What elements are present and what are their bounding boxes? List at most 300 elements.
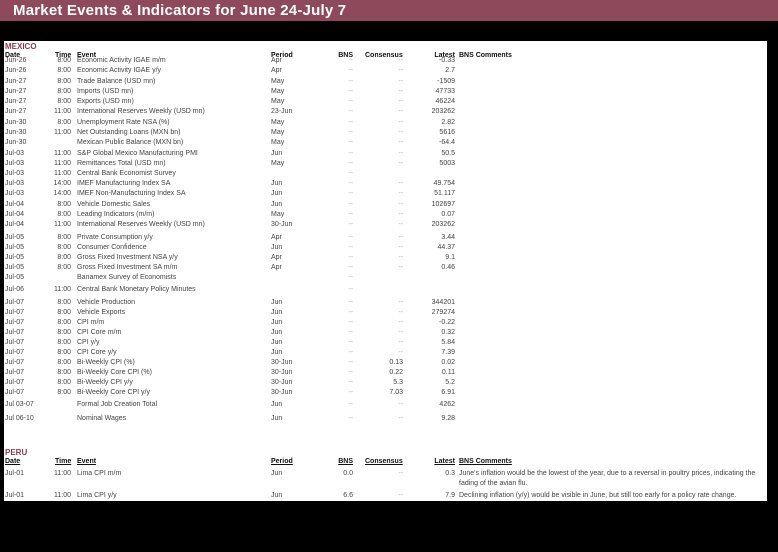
consensus-cell: -- — [398, 160, 403, 167]
bns-cell: 0.0 — [343, 470, 353, 477]
event-cell: IMEF Non-Manufacturing Index SA — [77, 190, 186, 197]
date-cell: Jun-27 — [5, 98, 27, 105]
bns-cell: -- — [348, 57, 353, 64]
latest-cell: 3.44 — [441, 234, 455, 241]
table-row — [4, 179, 767, 189]
date-cell: Jul 03-07 — [5, 401, 34, 408]
bns-cell: -- — [348, 309, 353, 316]
event-cell: Lima CPI m/m — [77, 470, 122, 477]
comment-cell: June's inflation would be the lowest of the year, due to a reversal in poultry prices, indicating the fading of the avian flu. — [459, 470, 756, 487]
date-cell: Jul-05 — [5, 234, 25, 241]
time-cell: 14:00 — [53, 180, 71, 187]
date-cell: Jul-03 — [5, 170, 25, 177]
table-row — [4, 107, 767, 117]
bns-cell: -- — [348, 170, 353, 177]
time-cell: 8:00 — [57, 309, 71, 316]
consensus-cell: -- — [398, 492, 403, 499]
table-row — [4, 253, 767, 263]
events-table-panel — [4, 41, 767, 501]
col-event-header: Event — [77, 52, 97, 59]
table-row — [4, 338, 767, 348]
bns-cell: -- — [348, 234, 353, 241]
date-cell: Jul-03 — [5, 150, 25, 157]
consensus-cell: -- — [398, 129, 403, 136]
consensus-cell: -- — [398, 57, 403, 64]
latest-cell: 44.37 — [437, 244, 455, 251]
event-cell: CPI y/y — [77, 339, 100, 346]
period-cell: Apr — [271, 57, 282, 64]
latest-cell: 49.754 — [433, 180, 455, 187]
date-cell: Jun-30 — [5, 129, 27, 136]
table-row — [4, 210, 767, 220]
page-title: Market Events & Indicators for June 24-July 7 — [0, 0, 778, 21]
consensus-cell: -- — [398, 401, 403, 408]
event-cell: Bi-Weekly Core CPI (%) — [77, 369, 152, 376]
date-cell: Jul-04 — [5, 211, 25, 218]
table-row — [4, 414, 767, 424]
consensus-cell: -- — [398, 119, 403, 126]
bns-cell: -- — [348, 329, 353, 336]
col-bns-header: BNS — [338, 52, 353, 59]
section-label-mexico: MEXICO — [5, 42, 37, 51]
latest-cell: 9.28 — [441, 415, 455, 422]
latest-cell: 0.32 — [441, 329, 455, 336]
period-cell: Apr — [271, 67, 282, 74]
period-cell: 30-Jun — [271, 379, 293, 386]
consensus-cell: -- — [398, 211, 403, 218]
bns-cell: -- — [348, 221, 353, 228]
time-cell: 14:00 — [53, 190, 71, 197]
table-row — [4, 189, 767, 199]
consensus-cell: -- — [398, 415, 403, 422]
period-cell: Jun — [271, 201, 283, 208]
period-cell: 30-Jun — [271, 221, 293, 228]
table-row — [4, 159, 767, 169]
consensus-cell: -- — [398, 470, 403, 477]
table-row — [4, 263, 767, 273]
period-cell: Jun — [271, 190, 283, 197]
bns-cell: -- — [348, 201, 353, 208]
bns-cell: -- — [348, 369, 353, 376]
consensus-cell: -- — [398, 139, 403, 146]
table-row — [4, 328, 767, 338]
bns-cell: -- — [348, 274, 353, 281]
latest-cell: 51.117 — [434, 190, 455, 197]
time-cell: 8:00 — [57, 98, 71, 105]
time-cell: 11:00 — [54, 170, 71, 177]
event-cell: Vehicle Production — [77, 299, 135, 306]
time-cell: 11:00 — [54, 160, 71, 167]
table-row — [4, 97, 767, 107]
time-cell: 11:00 — [54, 286, 71, 293]
time-cell: 11:00 — [54, 150, 71, 157]
bns-cell: -- — [348, 349, 353, 356]
table-row — [4, 220, 767, 230]
date-cell: Jul-07 — [5, 339, 25, 346]
bns-cell: -- — [348, 319, 353, 326]
latest-cell: 7.39 — [441, 349, 455, 356]
consensus-cell: 0.13 — [389, 359, 403, 366]
event-cell: Bi-Weekly CPI (%) — [77, 359, 135, 366]
table-row — [4, 400, 767, 410]
peru-header-row — [4, 457, 767, 467]
consensus-cell: -- — [398, 108, 403, 115]
date-cell: Jul-03 — [5, 160, 25, 167]
date-cell: Jul-05 — [5, 244, 25, 251]
date-cell: Jul-07 — [5, 369, 25, 376]
latest-cell: 203262 — [431, 108, 455, 115]
period-cell: Jun — [271, 349, 283, 356]
event-cell: Central Bank Monetary Policy Minutes — [77, 286, 196, 293]
consensus-cell: -- — [398, 201, 403, 208]
time-cell: 8:00 — [57, 254, 71, 261]
date-cell: Jul-07 — [5, 299, 25, 306]
table-row — [4, 388, 767, 398]
event-cell: Nominal Wages — [77, 415, 127, 422]
date-cell: Jul-01 — [5, 492, 25, 499]
event-cell: Bi-Weekly Core CPI y/y — [77, 389, 150, 396]
bns-cell: -- — [348, 389, 353, 396]
time-cell: 8:00 — [57, 201, 71, 208]
consensus-cell: 7.03 — [389, 389, 403, 396]
consensus-cell: -- — [398, 98, 403, 105]
period-cell: May — [271, 78, 285, 85]
event-cell: Net Outstanding Loans (MXN bn) — [77, 129, 181, 136]
date-cell: Jun-27 — [5, 78, 27, 85]
bns-cell: -- — [348, 244, 353, 251]
date-cell: Jul-05 — [5, 274, 25, 281]
event-cell: Bi-Weekly CPI y/y — [77, 379, 133, 386]
bns-cell: -- — [348, 299, 353, 306]
col-time-header: Time — [55, 52, 72, 59]
event-cell: Vehicle Exports — [77, 309, 126, 316]
latest-cell: 47733 — [435, 88, 455, 95]
latest-cell: 279274 — [431, 309, 455, 316]
time-cell: 8:00 — [57, 234, 71, 241]
latest-cell: 0.3 — [445, 470, 455, 477]
time-cell: 8:00 — [57, 339, 71, 346]
col-time-header: Time — [55, 458, 72, 465]
event-cell: CPI m/m — [77, 319, 105, 326]
date-cell: Jul-07 — [5, 309, 25, 316]
latest-cell: 6.91 — [441, 389, 455, 396]
latest-cell: 50.5 — [441, 150, 455, 157]
period-cell: May — [271, 129, 285, 136]
date-cell: Jun-26 — [5, 67, 27, 74]
date-cell: Jun-27 — [5, 88, 27, 95]
date-cell: Jul-07 — [5, 319, 25, 326]
col-date-header: Date — [5, 458, 21, 465]
table-row — [4, 233, 767, 243]
bns-cell: -- — [348, 150, 353, 157]
period-cell: Jun — [271, 244, 283, 251]
time-cell: 11:00 — [54, 492, 71, 499]
period-cell: Jun — [271, 180, 283, 187]
date-cell: Jul-05 — [5, 264, 25, 271]
date-cell: Jun-30 — [5, 119, 27, 126]
consensus-cell: -- — [398, 67, 403, 74]
table-row — [4, 56, 767, 66]
table-row — [4, 243, 767, 253]
period-cell: Jun — [271, 415, 283, 422]
consensus-cell: -- — [398, 254, 403, 261]
bns-cell: -- — [348, 286, 353, 293]
latest-cell: 102697 — [431, 201, 455, 208]
bns-cell: -- — [348, 67, 353, 74]
event-cell: Lima CPI y/y — [77, 492, 117, 499]
consensus-cell: -- — [398, 329, 403, 336]
consensus-cell: -- — [398, 309, 403, 316]
event-cell: Gross Fixed Investment NSA y/y — [77, 254, 178, 261]
event-cell: Remittances Total (USD mn) — [77, 160, 166, 167]
table-row — [4, 308, 767, 318]
date-cell: Jul-07 — [5, 379, 25, 386]
period-cell: May — [271, 119, 285, 126]
period-cell: 23-Jun — [271, 108, 293, 115]
bns-cell: 6.6 — [343, 492, 353, 499]
period-cell: Jun — [271, 492, 283, 499]
event-cell: Unemployment Rate NSA (%) — [77, 119, 170, 126]
date-cell: Jul 06-10 — [5, 415, 34, 422]
event-cell: Trade Balance (USD mn) — [77, 78, 156, 85]
period-cell: 30-Jun — [271, 359, 293, 366]
col-consensus-header: Consensus — [365, 52, 403, 59]
latest-cell: 0.02 — [441, 359, 455, 366]
period-cell: Jun — [271, 401, 283, 408]
latest-cell: 203262 — [431, 221, 455, 228]
event-cell: International Reserves Weekly (USD mn) — [77, 221, 205, 228]
date-cell: Jul-05 — [5, 254, 25, 261]
period-cell: 30-Jun — [271, 389, 293, 396]
period-cell: Apr — [271, 254, 282, 261]
time-cell: 11:00 — [54, 470, 71, 477]
consensus-cell: -- — [398, 88, 403, 95]
date-cell: Jul-04 — [5, 221, 25, 228]
time-cell: 8:00 — [57, 379, 71, 386]
time-cell: 8:00 — [57, 119, 71, 126]
time-cell: 11:00 — [54, 108, 71, 115]
date-cell: Jul-04 — [5, 201, 25, 208]
date-cell: Jul-06 — [5, 286, 25, 293]
event-cell: Economic Activity IGAE m/m — [77, 57, 166, 64]
comment-cell: Declining inflation (y/y) would be visible in June, but still too early for a policy rate change. — [459, 492, 737, 499]
latest-cell: 344201 — [431, 299, 455, 306]
time-cell: 11:00 — [54, 221, 71, 228]
latest-cell: 4262 — [439, 401, 455, 408]
bns-cell: -- — [348, 359, 353, 366]
section-label-peru: PERU — [5, 448, 28, 457]
table-row — [4, 368, 767, 378]
period-cell: May — [271, 139, 285, 146]
table-row — [4, 118, 767, 128]
date-cell: Jul-01 — [5, 470, 25, 477]
bns-cell: -- — [348, 129, 353, 136]
bns-cell: -- — [348, 98, 353, 105]
period-cell: Jun — [271, 299, 283, 306]
event-cell: CPI Core m/m — [77, 329, 122, 336]
table-row — [4, 77, 767, 87]
col-comments-header: BNS Comments — [459, 52, 512, 59]
table-row — [4, 318, 767, 328]
col-bns-header: BNS — [338, 458, 353, 465]
bns-cell: -- — [348, 254, 353, 261]
date-cell: Jul-07 — [5, 349, 25, 356]
bns-cell: -- — [348, 211, 353, 218]
table-row — [4, 87, 767, 97]
period-cell: May — [271, 88, 285, 95]
time-cell: 8:00 — [57, 369, 71, 376]
table-row — [4, 200, 767, 210]
event-cell: S&P Global Mexico Manufacturing PMI — [77, 150, 198, 157]
event-cell: Leading Indicators (m/m) — [77, 211, 155, 218]
table-row — [4, 348, 767, 358]
consensus-cell: -- — [398, 319, 403, 326]
bns-cell: -- — [348, 180, 353, 187]
latest-cell: 2.82 — [441, 119, 455, 126]
consensus-cell: -- — [398, 299, 403, 306]
period-cell: Jun — [271, 329, 283, 336]
time-cell: 8:00 — [57, 211, 71, 218]
table-row — [4, 285, 767, 295]
consensus-cell: -- — [398, 339, 403, 346]
bns-cell: -- — [348, 108, 353, 115]
consensus-cell: -- — [398, 234, 403, 241]
period-cell: Jun — [271, 470, 283, 477]
bns-cell: -- — [348, 88, 353, 95]
period-cell: Jun — [271, 150, 283, 157]
col-consensus-header: Consensus — [365, 458, 403, 465]
period-cell: Jun — [271, 309, 283, 316]
table-row — [4, 169, 767, 179]
event-cell: CPI Core y/y — [77, 349, 117, 356]
col-period-header: Period — [271, 458, 293, 465]
period-cell: Apr — [271, 234, 282, 241]
event-cell: Gross Fixed Investment SA m/m — [77, 264, 178, 271]
consensus-cell: -- — [398, 221, 403, 228]
latest-cell: 46224 — [435, 98, 455, 105]
latest-cell: 5003 — [439, 160, 455, 167]
time-cell: 8:00 — [57, 349, 71, 356]
period-cell: Jun — [271, 339, 283, 346]
time-cell: 8:00 — [57, 329, 71, 336]
event-cell: Mexican Public Balance (MXN bn) — [77, 139, 184, 146]
table-row — [4, 149, 767, 159]
latest-cell: 7.9 — [445, 492, 455, 499]
date-cell: Jul-07 — [5, 389, 25, 396]
consensus-cell: 5.3 — [393, 379, 403, 386]
date-cell: Jun-30 — [5, 139, 27, 146]
bns-cell: -- — [348, 339, 353, 346]
consensus-cell: -- — [398, 349, 403, 356]
time-cell: 8:00 — [57, 88, 71, 95]
consensus-cell: -- — [398, 190, 403, 197]
table-row — [4, 128, 767, 138]
date-cell: Jul-07 — [5, 359, 25, 366]
date-cell: Jul-07 — [5, 329, 25, 336]
date-cell: Jun-27 — [5, 108, 27, 115]
table-row — [4, 273, 767, 283]
consensus-cell: -- — [398, 78, 403, 85]
bns-cell: -- — [348, 119, 353, 126]
bns-cell: -- — [348, 139, 353, 146]
event-cell: International Reserves Weekly (USD mn) — [77, 108, 205, 115]
period-cell: Apr — [271, 264, 282, 271]
time-cell: 8:00 — [57, 78, 71, 85]
latest-cell: 5616 — [439, 129, 455, 136]
bns-cell: -- — [348, 415, 353, 422]
time-cell: 8:00 — [57, 359, 71, 366]
col-event-header: Event — [77, 458, 97, 465]
event-cell: Consumer Confidence — [77, 244, 147, 251]
event-cell: Vehicle Domestic Sales — [77, 201, 151, 208]
date-cell: Jul-03 — [5, 190, 25, 197]
time-cell: 8:00 — [57, 389, 71, 396]
latest-cell: 2.7 — [445, 67, 455, 74]
col-comments-header: BNS Comments — [459, 458, 512, 465]
latest-cell: 5.2 — [445, 379, 455, 386]
time-cell: 8:00 — [57, 299, 71, 306]
table-row — [4, 491, 767, 501]
latest-cell: -0.22 — [439, 319, 455, 326]
latest-cell: 5.84 — [441, 339, 455, 346]
consensus-cell: -- — [398, 264, 403, 271]
bns-cell: -- — [348, 190, 353, 197]
col-latest-header: Latest — [434, 458, 455, 465]
time-cell: 8:00 — [57, 319, 71, 326]
event-cell: Imports (USD mn) — [77, 88, 134, 95]
bns-cell: -- — [348, 401, 353, 408]
time-cell: 11:00 — [54, 129, 71, 136]
bns-cell: -- — [348, 78, 353, 85]
bns-cell: -- — [348, 379, 353, 386]
date-cell: Jun-26 — [5, 57, 27, 64]
period-cell: 30-Jun — [271, 369, 293, 376]
table-row — [4, 138, 767, 148]
event-cell: Economic Activity IGAE y/y — [77, 67, 162, 74]
event-cell: Formal Job Creation Total — [77, 401, 158, 408]
event-cell: Banamex Survey of Economists — [77, 274, 177, 281]
consensus-cell: 0.22 — [389, 369, 403, 376]
latest-cell: -64.4 — [439, 139, 455, 146]
bns-cell: -- — [348, 264, 353, 271]
col-period-header: Period — [271, 52, 293, 59]
table-row — [4, 469, 767, 487]
table-row — [4, 378, 767, 388]
event-cell: Exports (USD mn) — [77, 98, 134, 105]
latest-cell: -1509 — [437, 78, 455, 85]
event-cell: Central Bank Economist Survey — [77, 170, 176, 177]
table-row — [4, 358, 767, 368]
time-cell: 8:00 — [57, 67, 71, 74]
col-latest-header: Latest — [434, 52, 455, 59]
table-row — [4, 66, 767, 76]
date-cell: Jul-03 — [5, 180, 25, 187]
consensus-cell: -- — [398, 244, 403, 251]
time-cell: 8:00 — [57, 264, 71, 271]
consensus-cell: -- — [398, 150, 403, 157]
bns-cell: -- — [348, 160, 353, 167]
latest-cell: 0.07 — [441, 211, 455, 218]
period-cell: May — [271, 211, 285, 218]
table-row — [4, 298, 767, 308]
time-cell: 8:00 — [57, 244, 71, 251]
event-cell: Private Consumption y/y — [77, 234, 153, 241]
col-date-header: Date — [5, 52, 21, 59]
time-cell: 8:00 — [57, 57, 71, 64]
latest-cell: 0.11 — [441, 369, 455, 376]
latest-cell: 9.1 — [445, 254, 455, 261]
period-cell: May — [271, 160, 285, 167]
